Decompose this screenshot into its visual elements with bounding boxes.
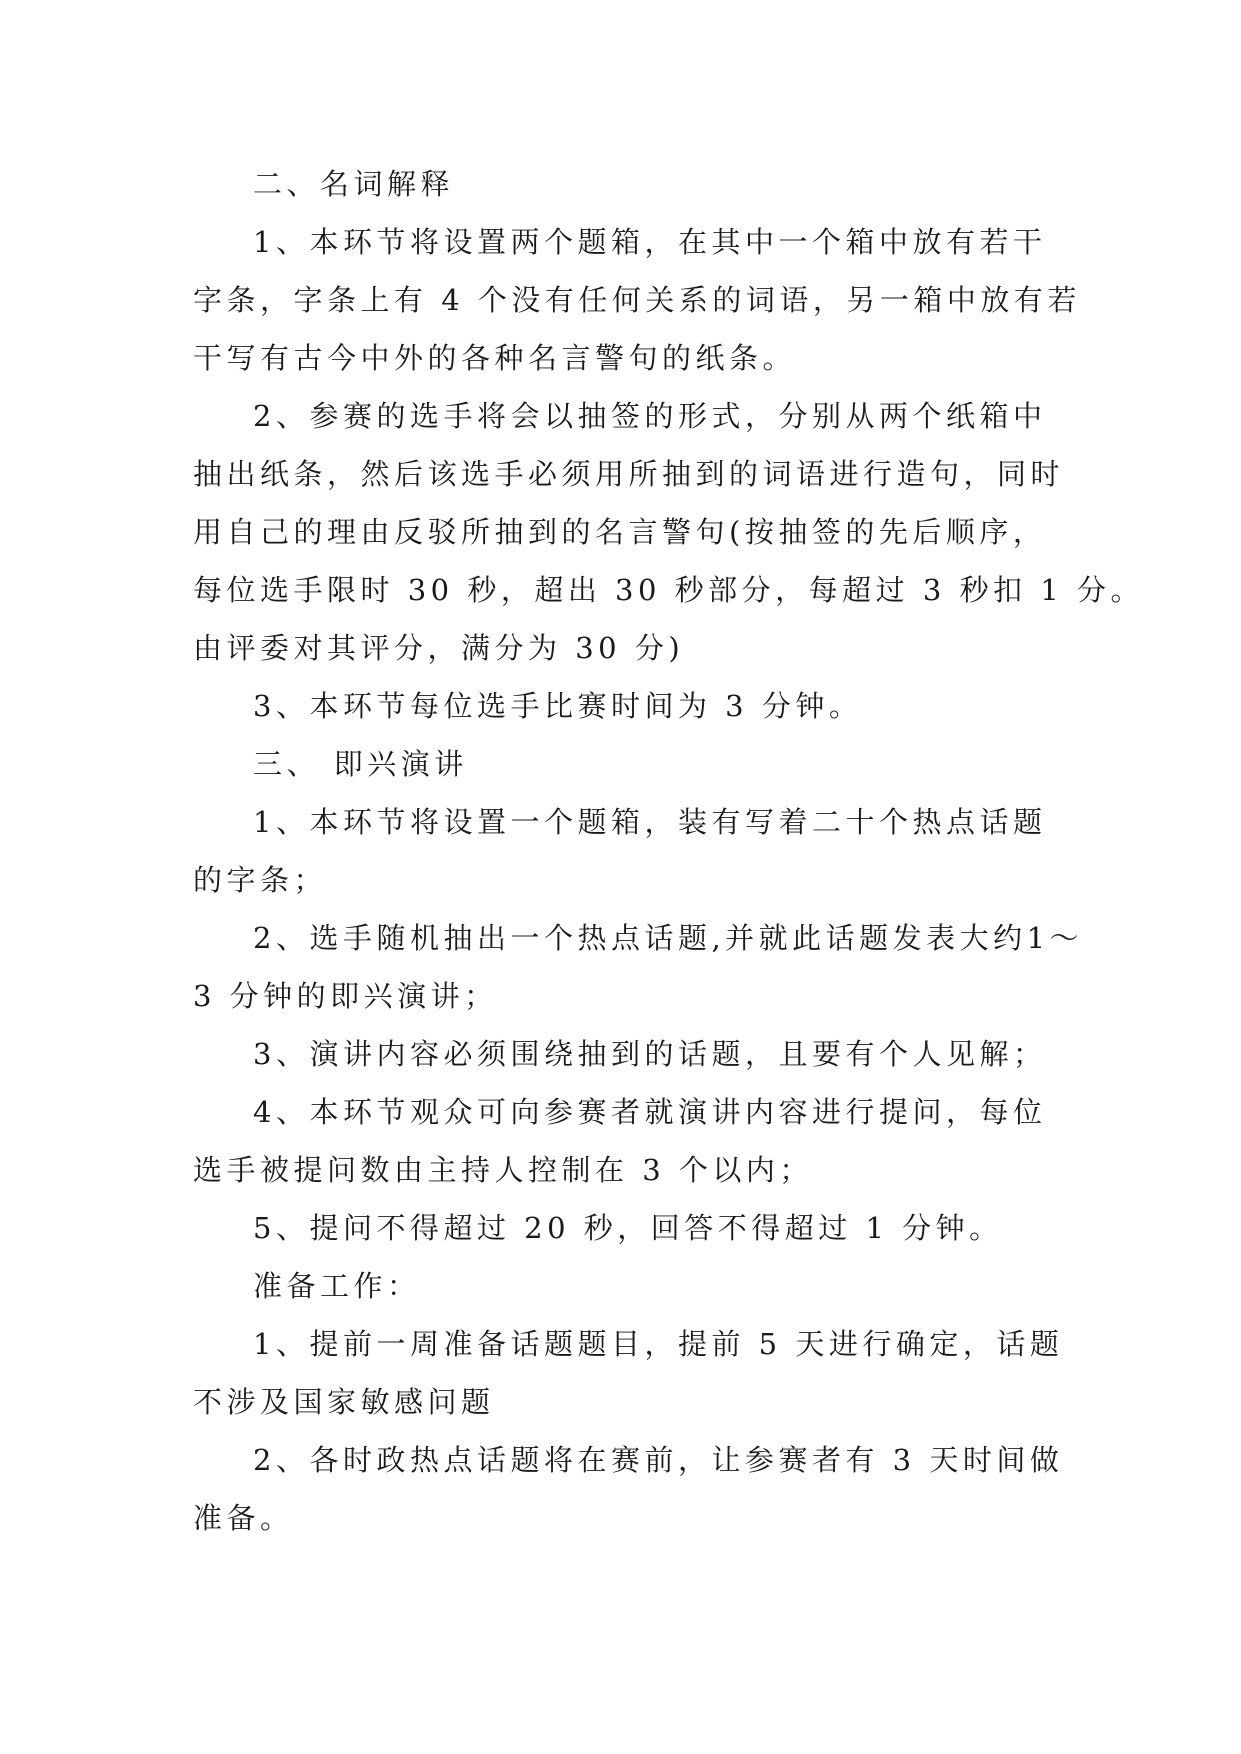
paragraph-line: 2、选手随机抽出一个热点话题,并就此话题发表大约1～ (253, 921, 1084, 955)
paragraph-line: 2、参赛的选手将会以抽签的形式，分别从两个纸箱中 (253, 399, 1047, 433)
paragraph-line: 每位选手限时 30 秒，超出 30 秒部分，每超过 3 秒扣 1 分。 (193, 573, 1144, 607)
paragraph-line: 准备。 (193, 1501, 294, 1535)
paragraph-line: 3、演讲内容必须围绕抽到的话题，且要有个人见解； (253, 1037, 1047, 1071)
paragraph-line: 干写有古今中外的各种名言警句的纸条。 (193, 341, 797, 375)
paragraph-line: 5、提问不得超过 20 秒，回答不得超过 1 分钟。 (253, 1211, 1003, 1245)
paragraph-line: 的字条； (193, 863, 328, 897)
section-heading-preparation: 准备工作： (253, 1269, 421, 1303)
section-heading-term-explanation: 二、名词解释 (253, 167, 455, 201)
paragraph-line: 2、各时政热点话题将在赛前，让参赛者有 3 天时间做 (253, 1443, 1064, 1477)
paragraph-line: 3 分钟的即兴演讲； (193, 979, 498, 1013)
section-heading-impromptu-speech: 三、 即兴演讲 (253, 747, 468, 781)
paragraph-line: 用自己的理由反驳所抽到的名言警句(按抽签的先后顺序， (193, 515, 1047, 549)
paragraph-line: 抽出纸条，然后该选手必须用所抽到的词语进行造句，同时 (193, 457, 1065, 491)
paragraph-line: 1、本环节将设置两个题箱，在其中一个箱中放有若干 (253, 225, 1047, 259)
paragraph-line: 3、本环节每位选手比赛时间为 3 分钟。 (253, 689, 863, 723)
paragraph-line: 1、本环节将设置一个题箱，装有写着二十个热点话题 (253, 805, 1047, 839)
paragraph-line: 由评委对其评分，满分为 30 分) (193, 631, 685, 665)
paragraph-line: 不涉及国家敏感问题 (193, 1385, 495, 1419)
paragraph-line: 4、本环节观众可向参赛者就演讲内容进行提问，每位 (253, 1095, 1047, 1129)
paragraph-line: 选手被提问数由主持人控制在 3 个以内； (193, 1153, 813, 1187)
paragraph-line: 字条，字条上有 4 个没有任何关系的词语，另一箱中放有若 (193, 283, 1081, 317)
paragraph-line: 1、提前一周准备话题题目，提前 5 天进行确定，话题 (253, 1327, 1064, 1361)
